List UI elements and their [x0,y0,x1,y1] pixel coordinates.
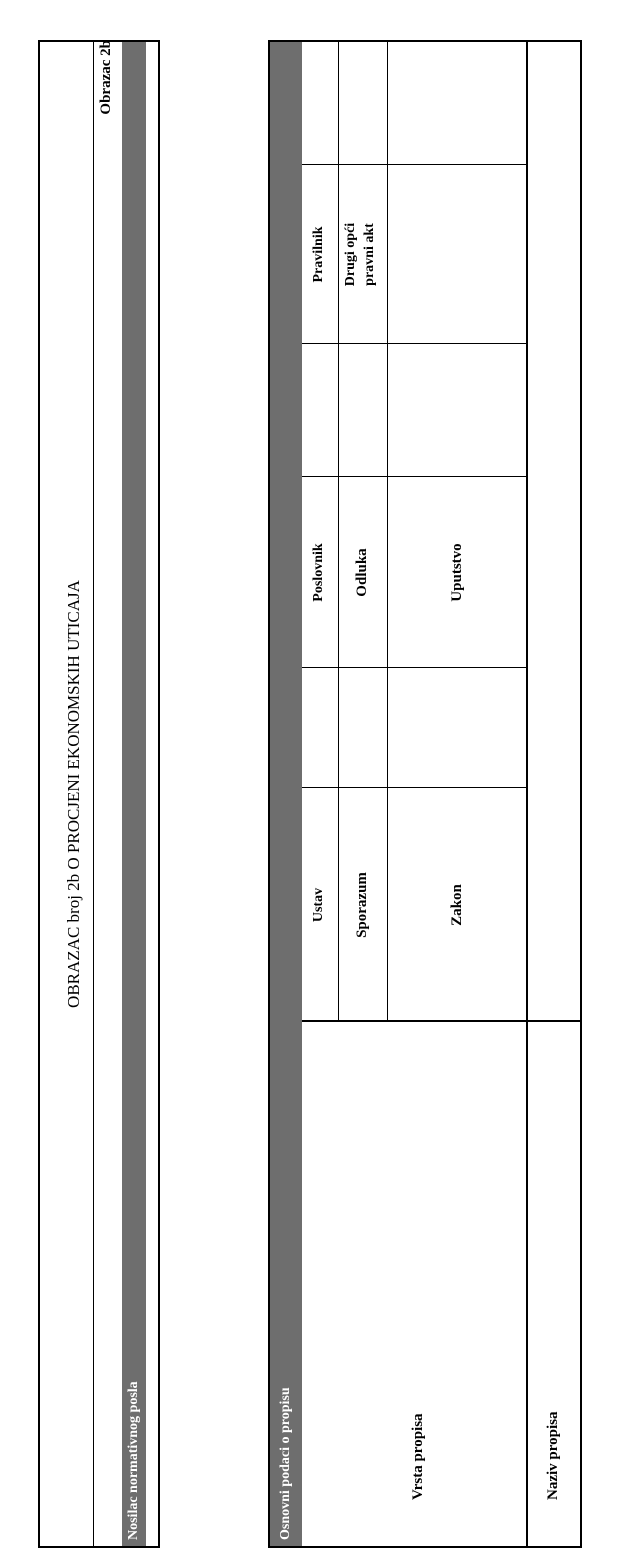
osnovni-header-bar [270,42,302,1546]
type-col-divider-4 [302,343,526,344]
type-pravni-akt[interactable]: pravni akt [362,223,377,286]
type-col-divider-5 [302,164,526,165]
type-uputstvo[interactable]: Uputstvo [449,543,465,602]
type-col-divider-1 [302,787,526,788]
form-title: OBRAZAC broj 2b O PROCJENI EKONOMSKIH UTICAJA [64,580,83,1008]
type-col-divider-3 [302,476,526,477]
type-odluka[interactable]: Odluka [354,548,370,597]
vrsta-propisa-label: Vrsta propisa [410,1413,426,1500]
type-poslovnik[interactable]: Poslovnik [311,543,326,602]
naziv-propisa-label: Naziv propisa [545,1411,561,1500]
title-row-divider [93,40,94,1548]
type-col-divider-2 [302,667,526,668]
osnovni-header-label: Osnovni podaci o propisu [278,1387,293,1540]
type-ustav[interactable]: Ustav [311,887,326,923]
label-column-divider [302,1020,582,1022]
nosilac-header-bar [122,42,146,1546]
type-sporazum[interactable]: Sporazum [354,872,370,938]
form-code: Obrazac 2b [98,40,114,115]
nosilac-header-label: Nosilac normativnog posla [126,1381,141,1540]
type-pravilnik[interactable]: Pravilnik [311,226,326,283]
type-row-divider-2 [387,42,388,1022]
type-drugi-opci[interactable]: Drugi opći [343,222,358,287]
type-row-divider-1 [338,42,339,1022]
vrsta-naziv-divider [526,42,528,1546]
type-zakon[interactable]: Zakon [449,884,465,926]
